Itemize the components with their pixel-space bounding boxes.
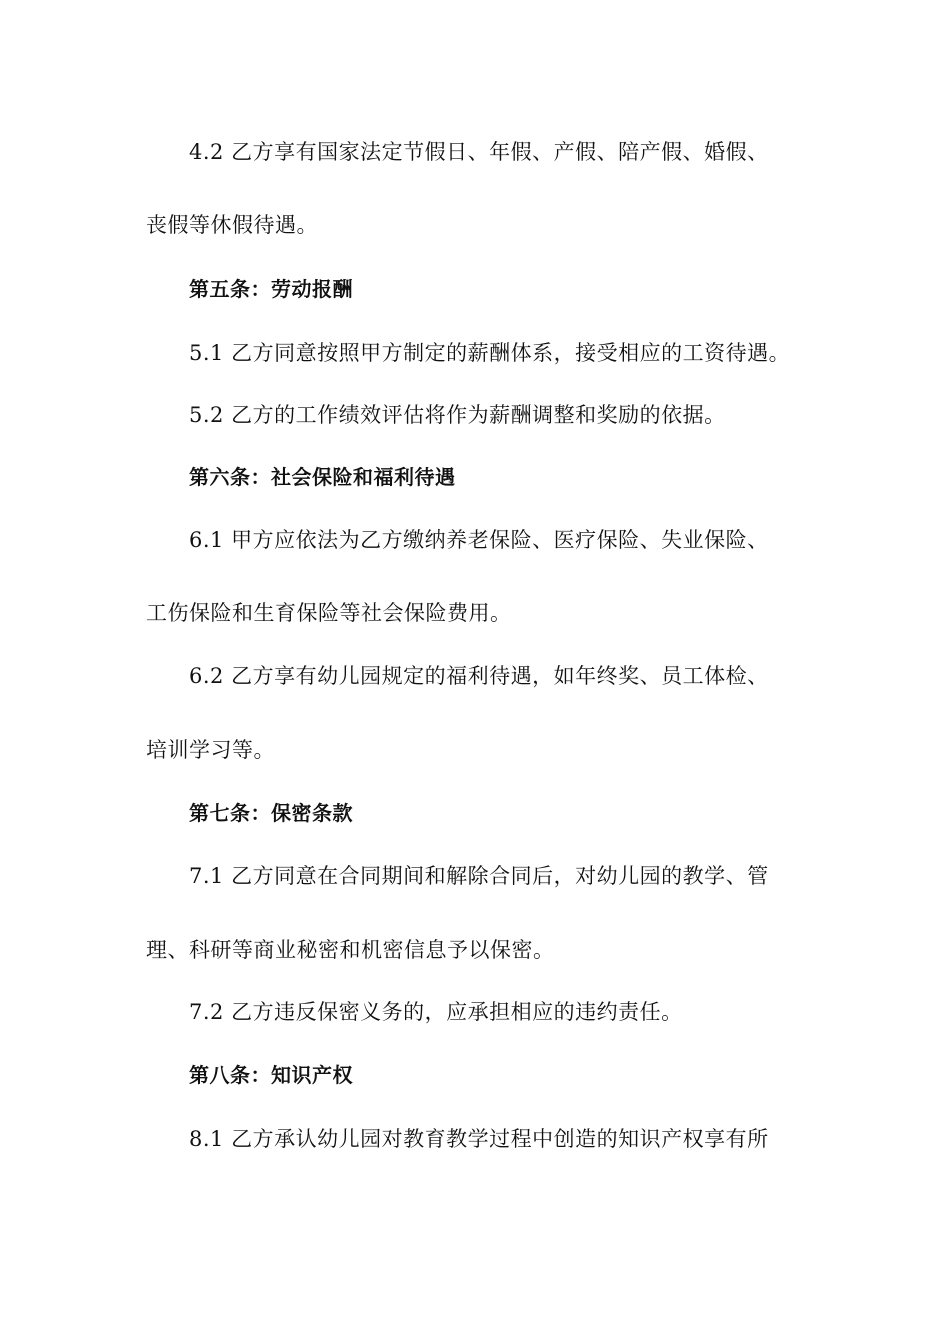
clause-5-2: 5.2 乙方的工作绩效评估将作为薪酬调整和奖励的依据。 [189,403,726,427]
clause-6-1-line-2: 工伤保险和生育保险等社会保险费用。 [146,601,512,625]
clause-4-2-line-2: 丧假等休假待遇。 [146,213,318,237]
clause-6-1-line-1: 6.1 甲方应依法为乙方缴纳养老保险、医疗保险、失业保险、 [189,528,769,552]
clause-7-1-line-2: 理、科研等商业秘密和机密信息予以保密。 [146,938,555,962]
article-8-heading: 第八条：知识产权 [189,1063,353,1087]
clause-7-1-line-1: 7.1 乙方同意在合同期间和解除合同后，对幼儿园的教学、管 [189,864,769,888]
article-5-heading: 第五条：劳动报酬 [189,277,353,301]
clause-5-1: 5.1 乙方同意按照甲方制定的薪酬体系，接受相应的工资待遇。 [189,341,791,365]
clause-6-2-line-2: 培训学习等。 [146,738,275,762]
clause-6-2-line-1: 6.2 乙方享有幼儿园规定的福利待遇，如年终奖、员工体检、 [189,664,769,688]
clause-8-1-line-1: 8.1 乙方承认幼儿园对教育教学过程中创造的知识产权享有所 [189,1127,769,1151]
clause-7-2: 7.2 乙方违反保密义务的，应承担相应的违约责任。 [189,1000,683,1024]
clause-4-2-line-1: 4.2 乙方享有国家法定节假日、年假、产假、陪产假、婚假、 [189,140,769,164]
article-7-heading: 第七条：保密条款 [189,801,353,825]
article-6-heading: 第六条：社会保险和福利待遇 [189,465,456,489]
